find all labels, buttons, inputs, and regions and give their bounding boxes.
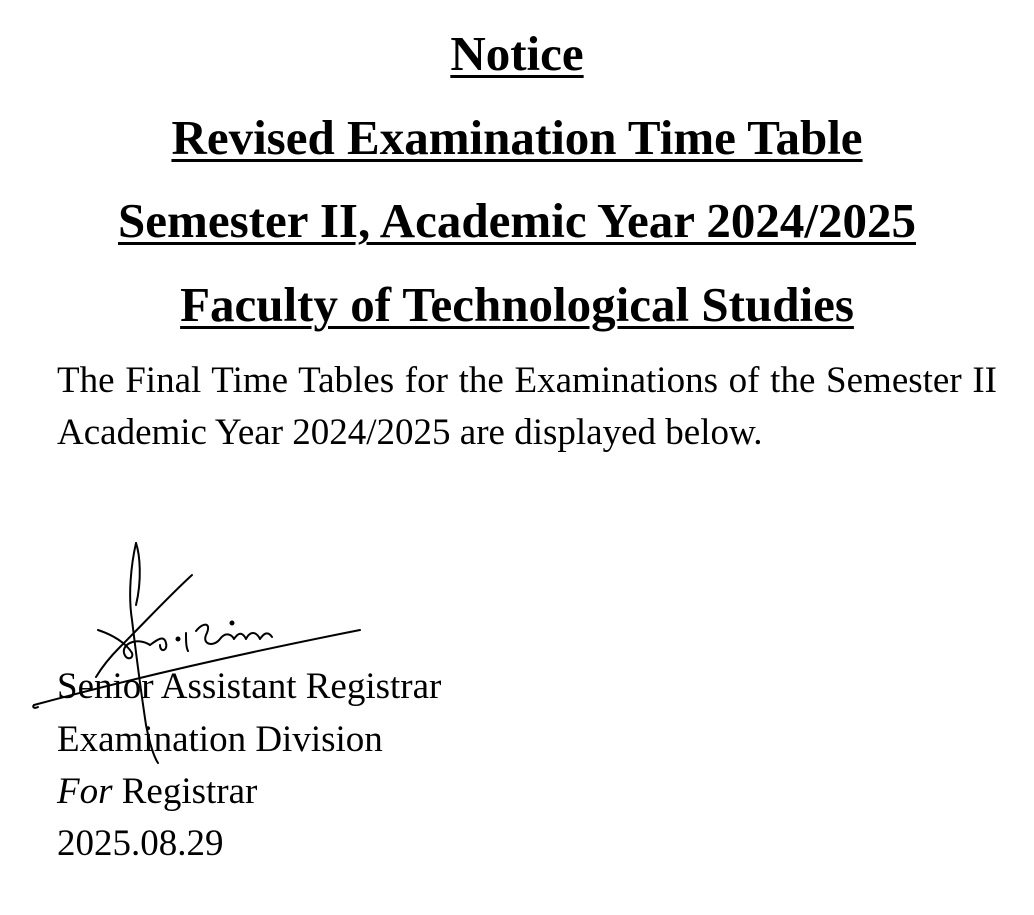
semester-heading-text: Semester II, Academic Year 2024/2025 xyxy=(118,193,916,248)
notice-body-paragraph: The Final Time Tables for the Examinations of the Semester II Academic Year 2024/2025 are displayed below. xyxy=(57,360,997,453)
notice-subtitle xyxy=(0,110,1034,166)
for-prefix: For xyxy=(57,771,113,812)
faculty-heading-text: Faculty of Technological Studies xyxy=(180,277,854,332)
notice-title xyxy=(0,26,1034,82)
signatory-for-line xyxy=(57,766,257,818)
notice-date: 2025.08.29 xyxy=(57,823,224,864)
signatory-title: Senior Assistant Registrar xyxy=(57,666,442,707)
notice-title-text: Notice xyxy=(450,26,584,81)
for-role: Registrar xyxy=(112,771,258,812)
semester-heading xyxy=(0,193,1034,249)
faculty-heading xyxy=(0,277,1034,333)
signatory-division: Examination Division xyxy=(57,719,383,760)
notice-subtitle-text: Revised Examination Time Table xyxy=(171,110,863,165)
